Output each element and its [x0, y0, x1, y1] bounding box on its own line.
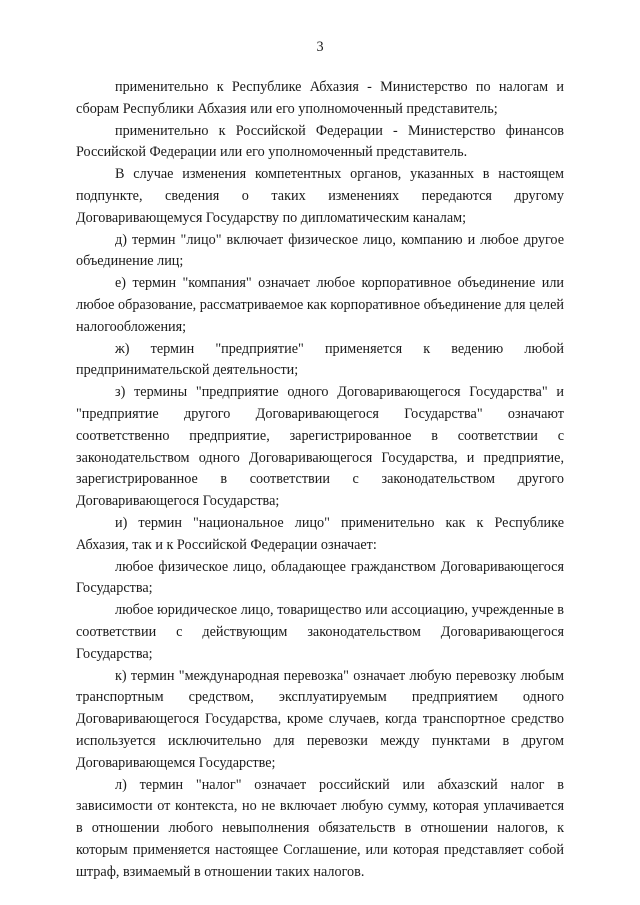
- paragraph-term-company: е) термин "компания" означает любое корпоративное объединение или любое образование, рассматриваемое как корпоративное объединение для целей налогообложения;: [76, 275, 564, 335]
- paragraph-term-person: д) термин "лицо" включает физическое лицо, компанию и любое другое объединение лиц;: [76, 231, 564, 270]
- paragraph-russia-authority: применительно к Российской Федерации - Министерство финансов Российской Федерации или его уполномоченный представитель.: [76, 122, 564, 161]
- paragraph-term-enterprise-of-state: з) термины "предприятие одного Договаривающегося Государства" и "предприятие другого Договаривающегося Государства" означают соответственно предприятие, зарегистрированное в соответствии с законодательством одного Договаривающегося Государства, и предприятие, зарегистрированное в соответствии с законодательством другого Договаривающегося Государства;: [76, 384, 564, 510]
- paragraph-national-legal-entity: любое юридическое лицо, товарищество или ассоциацию, учрежденные в соответствии с действующим законодательством Договаривающегося Государства;: [76, 602, 564, 662]
- page-number: 3: [316, 39, 324, 55]
- paragraph-term-enterprise: ж) термин "предприятие" применяется к ведению любой предпринимательской деятельности;: [76, 340, 564, 379]
- paragraph-term-national: и) термин "национальное лицо" применительно как к Республике Абхазия, так и к Российской Федерации означает:: [76, 514, 564, 553]
- paragraph-authority-change: В случае изменения компетентных органов, указанных в настоящем подпункте, сведения о таких изменениях передаются другому Договаривающемуся Государству по дипломатическим каналам;: [76, 166, 564, 226]
- paragraph-abkhazia-authority: применительно к Республике Абхазия - Министерство по налогам и сборам Республики Абхазия или его уполномоченный представитель;: [76, 79, 564, 117]
- paragraph-term-tax: л) термин "налог" означает российский или абхазский налог в зависимости от контекста, но не включает любую сумму, которая уплачивается в отношении любого невыполнения обязательств в отношении налогов, к которым применяется настоящее Соглашение, или которая представляет собой штраф, взимаемый в отношении таких налогов.: [76, 776, 564, 880]
- document-page: [76, 36, 564, 883]
- paragraph-term-international-transport: к) термин "международная перевозка" означает любую перевозку любым транспортным средством, эксплуатируемым предприятием одного Договаривающегося Государства, кроме случаев, когда транспортное средство используется исключительно для перевозки между пунктами в другом Договаривающемся Государстве;: [76, 667, 564, 771]
- paragraph-national-individual: любое физическое лицо, обладающее гражданством Договаривающегося Государства;: [76, 558, 564, 597]
